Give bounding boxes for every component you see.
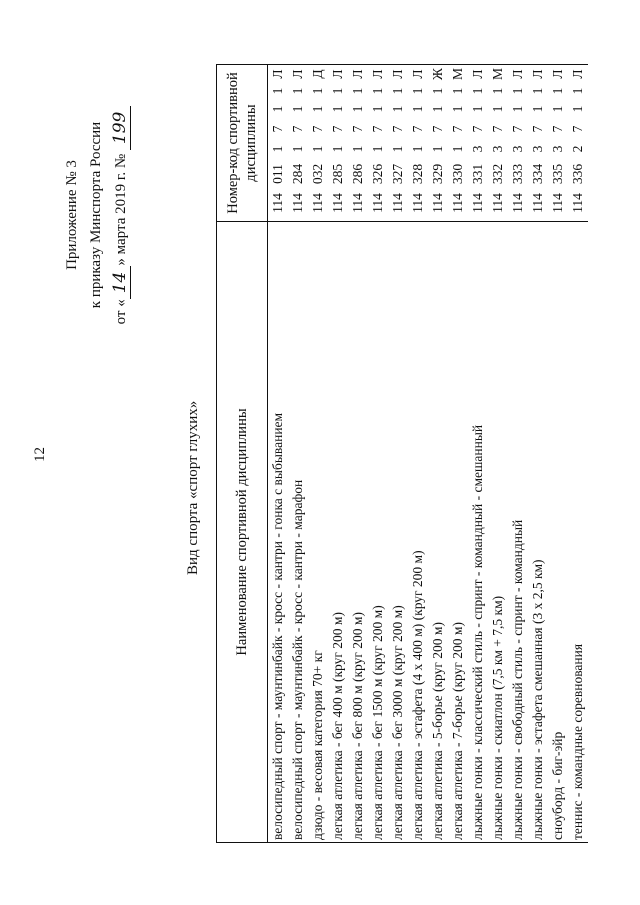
code-part: Л [529, 69, 545, 79]
code-part: 326 [369, 163, 385, 185]
code-part: Л [549, 69, 565, 79]
code-part: 7 [289, 125, 305, 133]
discipline-code [488, 65, 508, 222]
code-part: 7 [429, 125, 445, 133]
code-part: 335 [549, 163, 565, 185]
code-part: 1 [369, 87, 385, 95]
code-part: Л [569, 69, 585, 79]
table-row [488, 65, 508, 843]
code-part: 114 [509, 193, 525, 213]
code-part: 284 [289, 163, 305, 185]
discipline-name: легкая атлетика - бег 1500 м (круг 200 м) [368, 222, 388, 843]
code-part: 011 [269, 164, 285, 184]
code-part: 1 [429, 105, 445, 113]
code-part: 114 [349, 193, 365, 213]
discipline-code [368, 65, 388, 222]
code-part: 7 [329, 125, 345, 133]
code-part: 1 [409, 145, 425, 153]
code-part: 328 [409, 163, 425, 185]
code-part: 1 [329, 87, 345, 95]
code-part: 1 [429, 87, 445, 95]
code-part: 1 [469, 87, 485, 95]
code-part: 1 [569, 105, 585, 113]
discipline-code [268, 65, 288, 222]
code-part: 114 [449, 193, 465, 213]
code-part: 3 [489, 145, 505, 153]
code-part: 114 [549, 193, 565, 213]
header-discipline-name: Наименование спортивной дисциплины [217, 222, 268, 843]
code-part: 1 [269, 105, 285, 113]
code-part: 114 [329, 193, 345, 213]
code-part: 332 [489, 163, 505, 185]
code-part: М [449, 68, 465, 81]
code-part: 286 [349, 163, 365, 185]
code-part: 7 [309, 125, 325, 133]
code-part: 3 [529, 145, 545, 153]
code-part: 7 [449, 125, 465, 133]
discipline-name: лыжные гонки - эстафета смешанная (3 х 2,5 км) [528, 222, 548, 843]
code-part: 1 [449, 105, 465, 113]
code-part: 329 [429, 163, 445, 185]
discipline-code [468, 65, 488, 222]
discipline-name: лыжные гонки - свободный стиль - спринт - командный [508, 222, 528, 843]
code-part: 7 [549, 125, 565, 133]
header-discipline-code: Номер-код спортивной дисциплины [217, 65, 268, 222]
code-part: Л [369, 69, 385, 79]
code-part: 1 [349, 105, 365, 113]
code-part: 7 [489, 125, 505, 133]
table-header-row [217, 65, 268, 843]
appendix-header [60, 85, 133, 345]
code-part: 1 [389, 87, 405, 95]
code-part: Л [269, 69, 285, 79]
code-part: 1 [469, 105, 485, 113]
code-part: 1 [369, 145, 385, 153]
code-part: 330 [449, 163, 465, 185]
code-part: 1 [549, 87, 565, 95]
discipline-code [308, 65, 328, 222]
code-part: 7 [349, 125, 365, 133]
code-part: 114 [569, 193, 585, 213]
code-part: Л [409, 69, 425, 79]
code-part: 114 [369, 193, 385, 213]
code-part: 1 [509, 87, 525, 95]
code-part: 1 [489, 105, 505, 113]
code-part: 114 [389, 193, 405, 213]
code-part: 1 [289, 105, 305, 113]
code-part: 333 [509, 163, 525, 185]
code-part: 1 [349, 145, 365, 153]
table-row [268, 65, 288, 843]
code-part: 1 [509, 105, 525, 113]
table-row [308, 65, 328, 843]
discipline-code [328, 65, 348, 222]
code-part: Л [349, 69, 365, 79]
code-part: 114 [489, 193, 505, 213]
discipline-name: дзюдо - весовая категория 70+ кг [308, 222, 328, 843]
date-middle: » марта 2019 г. № [113, 153, 129, 266]
code-part: 336 [569, 163, 585, 185]
code-part: 1 [309, 105, 325, 113]
code-part: Л [329, 69, 345, 79]
code-part: 114 [269, 193, 285, 213]
code-part: 3 [469, 145, 485, 153]
discipline-code [448, 65, 468, 222]
table-row [328, 65, 348, 843]
code-part: 114 [469, 193, 485, 213]
code-part: 1 [329, 145, 345, 153]
code-part: 7 [469, 125, 485, 133]
code-part: 1 [529, 105, 545, 113]
code-part: 1 [349, 87, 365, 95]
code-part: 1 [549, 105, 565, 113]
code-part: Л [389, 69, 405, 79]
code-part: 1 [269, 145, 285, 153]
table-row [528, 65, 548, 843]
code-part: 7 [509, 125, 525, 133]
discipline-code [428, 65, 448, 222]
code-part: 7 [269, 125, 285, 133]
discipline-code [388, 65, 408, 222]
code-part: Ж [429, 67, 445, 81]
code-part: 1 [489, 87, 505, 95]
discipline-name: велосипедный спорт - маунтинбайк - кросс - кантри - марафон [288, 222, 308, 843]
code-part: 3 [549, 145, 565, 153]
discipline-code [348, 65, 368, 222]
code-part: 7 [369, 125, 385, 133]
code-part: 1 [449, 145, 465, 153]
code-part: 1 [529, 87, 545, 95]
appendix-title: Приложение № 3 [64, 160, 80, 270]
code-part: 114 [409, 193, 425, 213]
code-part: 331 [469, 163, 485, 185]
table-row [508, 65, 528, 843]
code-part: 1 [329, 105, 345, 113]
code-part: 1 [289, 145, 305, 153]
sport-title: Вид спорта «спорт глухих» [185, 400, 201, 575]
discipline-code [528, 65, 548, 222]
code-part: 114 [289, 193, 305, 213]
discipline-name: легкая атлетика - 5-борье (круг 200 м) [428, 222, 448, 843]
code-part: 1 [569, 87, 585, 95]
discipline-name: теннис - командные соревнования [568, 222, 588, 843]
discipline-code [568, 65, 588, 222]
discipline-code [508, 65, 528, 222]
discipline-code [548, 65, 568, 222]
code-part: Д [309, 69, 325, 79]
discipline-name: лыжные гонки - классический стиль - спринт - командный - смешанный [468, 222, 488, 843]
appendix-date-line [108, 85, 133, 345]
code-part: 7 [409, 125, 425, 133]
discipline-name: велосипедный спорт - маунтинбайк - кросс - кантри - гонка с выбыванием [268, 222, 288, 843]
date-day-handwritten: 14 [110, 266, 131, 300]
code-part: 1 [389, 145, 405, 153]
code-part: 1 [449, 87, 465, 95]
code-part: 7 [529, 125, 545, 133]
table-row [368, 65, 388, 843]
date-prefix: от « [113, 299, 129, 325]
discipline-name: легкая атлетика - бег 400 м (круг 200 м) [328, 222, 348, 843]
discipline-name: легкая атлетика - бег 3000 м (круг 200 м) [388, 222, 408, 843]
code-part: Л [509, 69, 525, 79]
code-part: 1 [429, 145, 445, 153]
code-part: 285 [329, 163, 345, 185]
code-part: 2 [569, 145, 585, 153]
table-row [568, 65, 588, 843]
code-part: 3 [509, 145, 525, 153]
table-row [548, 65, 568, 843]
code-part: Л [289, 69, 305, 79]
disciplines-table [216, 64, 588, 843]
discipline-name: лыжные гонки - скиатлон (7,5 км + 7,5 км) [488, 222, 508, 843]
table-row [408, 65, 428, 843]
table-row [288, 65, 308, 843]
table-row [468, 65, 488, 843]
code-part: 114 [309, 193, 325, 213]
code-part: Л [469, 69, 485, 79]
appendix-order: к приказу Минспорта России [88, 121, 104, 309]
code-part: 1 [369, 105, 385, 113]
code-part: 1 [269, 87, 285, 95]
discipline-code [288, 65, 308, 222]
code-part: 1 [309, 87, 325, 95]
code-part: 114 [529, 193, 545, 213]
discipline-name: легкая атлетика - эстафета (4 х 400 м) (круг 200 м) [408, 222, 428, 843]
table-row [388, 65, 408, 843]
code-part: 327 [389, 163, 405, 185]
discipline-name: легкая атлетика - бег 800 м (круг 200 м) [348, 222, 368, 843]
page-number: 12 [32, 447, 48, 462]
code-part: 1 [409, 87, 425, 95]
code-part: 1 [409, 105, 425, 113]
code-part: 114 [429, 193, 445, 213]
code-part: 7 [569, 125, 585, 133]
discipline-code [408, 65, 428, 222]
code-part: М [489, 68, 505, 81]
discipline-name: сноуборд - биг-эйр [548, 222, 568, 843]
code-part: 1 [289, 87, 305, 95]
code-part: 334 [529, 163, 545, 185]
discipline-name: легкая атлетика - 7-борье (круг 200 м) [448, 222, 468, 843]
order-number-handwritten: 199 [110, 106, 131, 150]
code-part: 032 [309, 163, 325, 185]
table-row [348, 65, 368, 843]
code-part: 7 [389, 125, 405, 133]
table-row [428, 65, 448, 843]
code-part: 1 [389, 105, 405, 113]
code-part: 1 [309, 145, 325, 153]
table-row [448, 65, 468, 843]
